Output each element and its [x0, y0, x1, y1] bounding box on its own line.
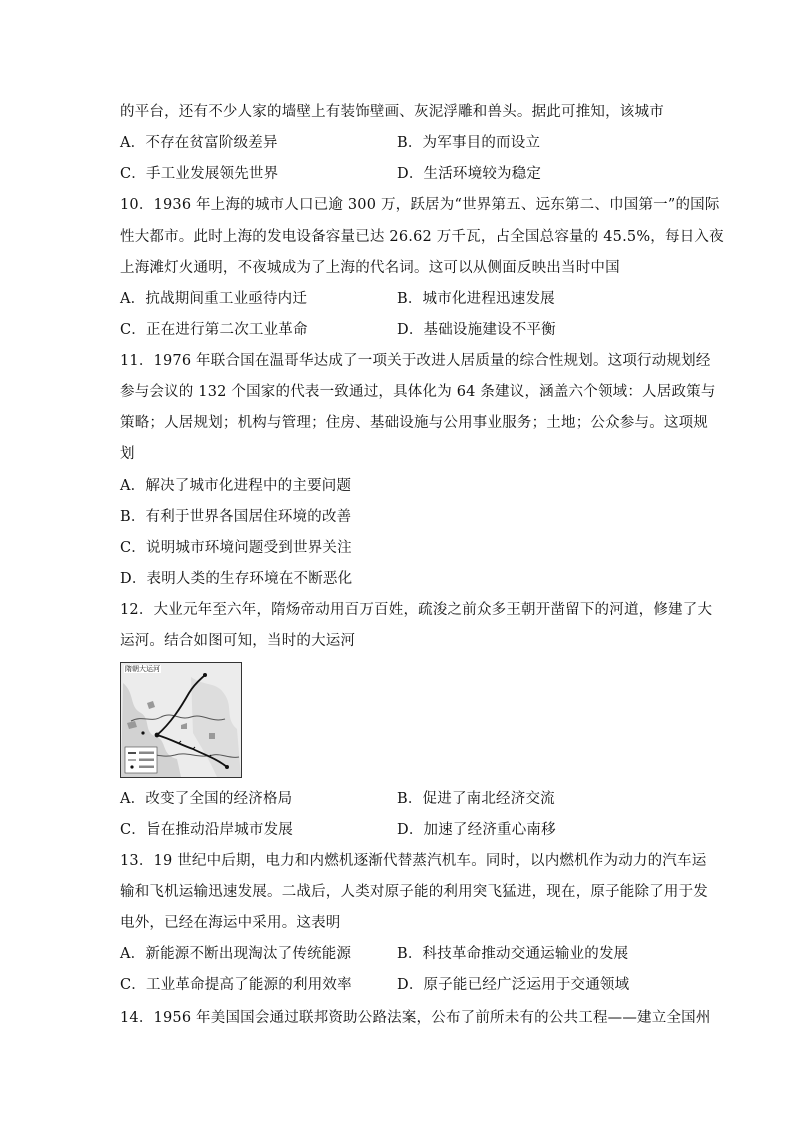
- grand-canal-map: [120, 662, 242, 778]
- question-13-stem-line-3: 电外，已经在海运中采用。这表明: [120, 915, 341, 931]
- zhuojun-dot: [203, 673, 207, 677]
- question-10-stem-line-2: 性大都市。此时上海的发电设备容量已达 26.62 万千瓦，占全国总容量的 45.5%，每日入夜: [120, 229, 724, 245]
- q11-option-b: B．有利于世界各国居住环境的改善: [120, 509, 352, 525]
- changan-dot: [141, 731, 144, 734]
- question-11-stem-line-4: 划: [120, 446, 135, 462]
- q10-option-b: B．城市化进程迅速发展: [397, 291, 555, 307]
- question-11-stem-line-3: 策略；人居规划；机构与管理；住房、基础设施与公用事业服务；土地；公众参与。这项规: [120, 415, 708, 431]
- q13-option-b: B．科技革命推动交通运输业的发展: [397, 946, 629, 962]
- question-11-stem-line-2: 参与会议的 132 个国家的代表一致通过，具体化为 64 条建议，涵盖六个领域：人居政策与: [120, 384, 716, 400]
- q10-option-c: C．正在进行第二次工业革命: [120, 322, 308, 338]
- map-graphic: [121, 663, 241, 777]
- question-14-stem-line-1: 14．1956 年美国国会通过联邦资助公路法案，公布了前所未有的公共工程——建立全国州: [120, 1010, 711, 1026]
- question-13-stem-line-1: 13．19 世纪中后期，电力和内燃机逐渐代替蒸汽机车。同时，以内燃机作为动力的汽车运: [120, 853, 707, 869]
- question-11-stem-line-1: 11．1976 年联合国在温哥华达成了一项关于改进人居质量的综合性规划。这项行动规划经: [120, 353, 711, 369]
- q9-option-b: B．为军事目的而设立: [397, 135, 541, 151]
- map-title: 隋朝大运河: [125, 665, 160, 673]
- question-12-stem-line-2: 运河。结合如图可知，当时的大运河: [120, 633, 356, 649]
- q10-option-a: A．抗战期间重工业亟待内迁: [120, 291, 308, 307]
- q11-option-a: A．解决了城市化进程中的主要问题: [120, 478, 352, 494]
- q12-option-d: D．加速了经济重心南移: [397, 822, 556, 838]
- q12-option-c: C．旨在推动沿岸城市发展: [120, 822, 293, 838]
- question-10-stem-line-3: 上海滩灯火通明，不夜城成为了上海的代名词。这可以从侧面反映出当时中国: [120, 260, 620, 276]
- q9-option-a: A．不存在贫富阶级差异: [120, 135, 278, 151]
- q11-option-d: D．表明人类的生存环境在不断恶化: [120, 571, 353, 587]
- q10-option-d: D．基础设施建设不平衡: [397, 322, 556, 338]
- q12-option-a: A．改变了全国的经济格局: [120, 791, 293, 807]
- question-12-stem-line-1: 12．大业元年至六年，隋炀帝动用百万百姓，疏浚之前众多王朝开凿留下的河道，修建了大: [120, 602, 713, 618]
- yuhang-dot: [225, 765, 229, 769]
- q11-option-c: C．说明城市环境问题受到世界关注: [120, 540, 352, 556]
- q13-option-a: A．新能源不断出现淘汰了传统能源: [120, 946, 352, 962]
- q13-option-d: D．原子能已经广泛运用于交通领域: [397, 977, 630, 993]
- question-9-stem-tail: 的平台，还有不少人家的墙壁上有装饰壁画、灰泥浮雕和兽头。据此可推知，该城市: [120, 104, 664, 120]
- q9-option-d: D．生活环境较为稳定: [397, 166, 542, 182]
- question-10-stem-line-1: 10．1936 年上海的城市人口已逾 300 万，跃居为“世界第五、远东第二、巾国第一”的国际: [120, 197, 720, 213]
- q9-option-c: C．手工业发展领先世界: [120, 166, 279, 182]
- q12-option-b: B．促进了南北经济交流: [397, 791, 555, 807]
- q13-option-c: C．工业革命提高了能源的利用效率: [120, 977, 352, 993]
- question-13-stem-line-2: 输和飞机运输迅速发展。二战后，人类对原子能的利用突飞猛进，现在，原子能除了用于发: [120, 884, 708, 900]
- luoyang-dot: [155, 733, 160, 738]
